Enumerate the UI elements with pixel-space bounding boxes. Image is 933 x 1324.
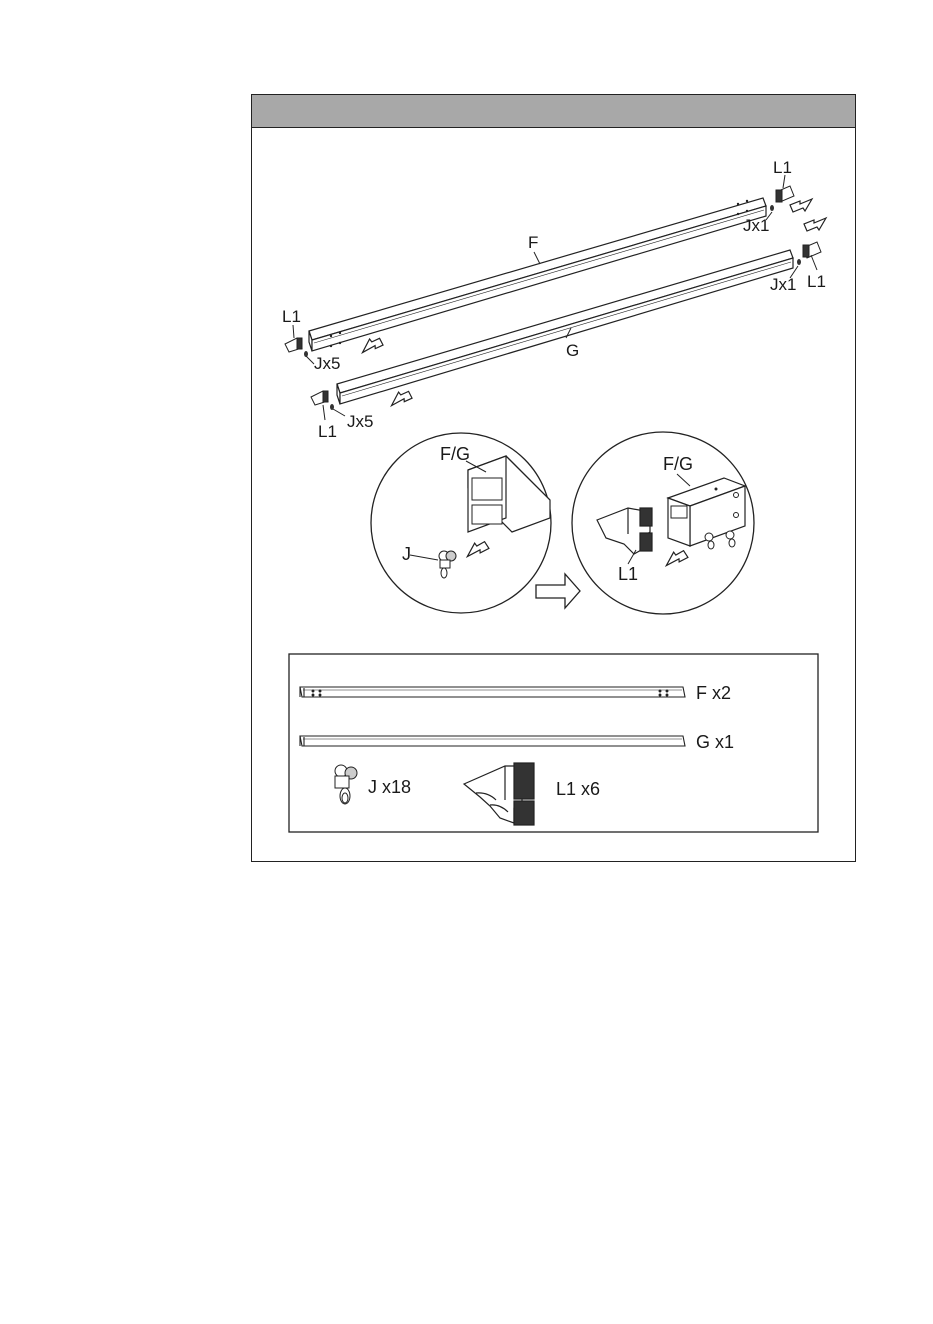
l1-label-mid-right: L1 xyxy=(807,272,826,291)
detail1-j-label: J xyxy=(402,544,411,564)
rail-g-label: G xyxy=(566,341,580,360)
end-cap-l1-top-right xyxy=(776,186,794,202)
parts-label-l1: L1 x6 xyxy=(556,779,601,799)
arrow-right-icon xyxy=(362,338,384,352)
parts-label-j: J x18 xyxy=(368,777,412,797)
end-cap-l1-left-top xyxy=(285,338,302,352)
end-cap-l1-mid-right xyxy=(803,242,821,258)
jx1-label-top-right: Jx1 xyxy=(743,216,770,235)
end-cap-l1-left-bottom xyxy=(311,391,328,405)
parts-label-g: G x1 xyxy=(696,732,735,752)
l1-label-left-top: L1 xyxy=(282,307,301,326)
parts-rail-g-icon xyxy=(300,736,685,746)
arrow-right-icon xyxy=(391,391,413,405)
l1-label-left-bottom: L1 xyxy=(318,422,337,441)
rail-f-leader xyxy=(534,252,540,264)
parts-rail-f-icon xyxy=(300,687,685,697)
jx5-label-left-top: Jx5 xyxy=(314,354,341,373)
arrow-left-icon xyxy=(790,199,812,212)
l1-label-top-right: L1 xyxy=(773,158,792,177)
big-arrow-right-icon xyxy=(536,574,580,608)
jx1-label-mid-right: Jx1 xyxy=(770,275,797,294)
detail2-l1-label: L1 xyxy=(618,564,639,584)
arrow-left-icon xyxy=(804,218,826,231)
detail1-fg-label: F/G xyxy=(440,444,470,464)
parts-label-f: F x2 xyxy=(696,683,732,703)
jx5-label-left-bottom: Jx5 xyxy=(347,412,374,431)
detail2-fg-label: F/G xyxy=(663,454,693,474)
rail-f-label: F xyxy=(528,233,539,252)
